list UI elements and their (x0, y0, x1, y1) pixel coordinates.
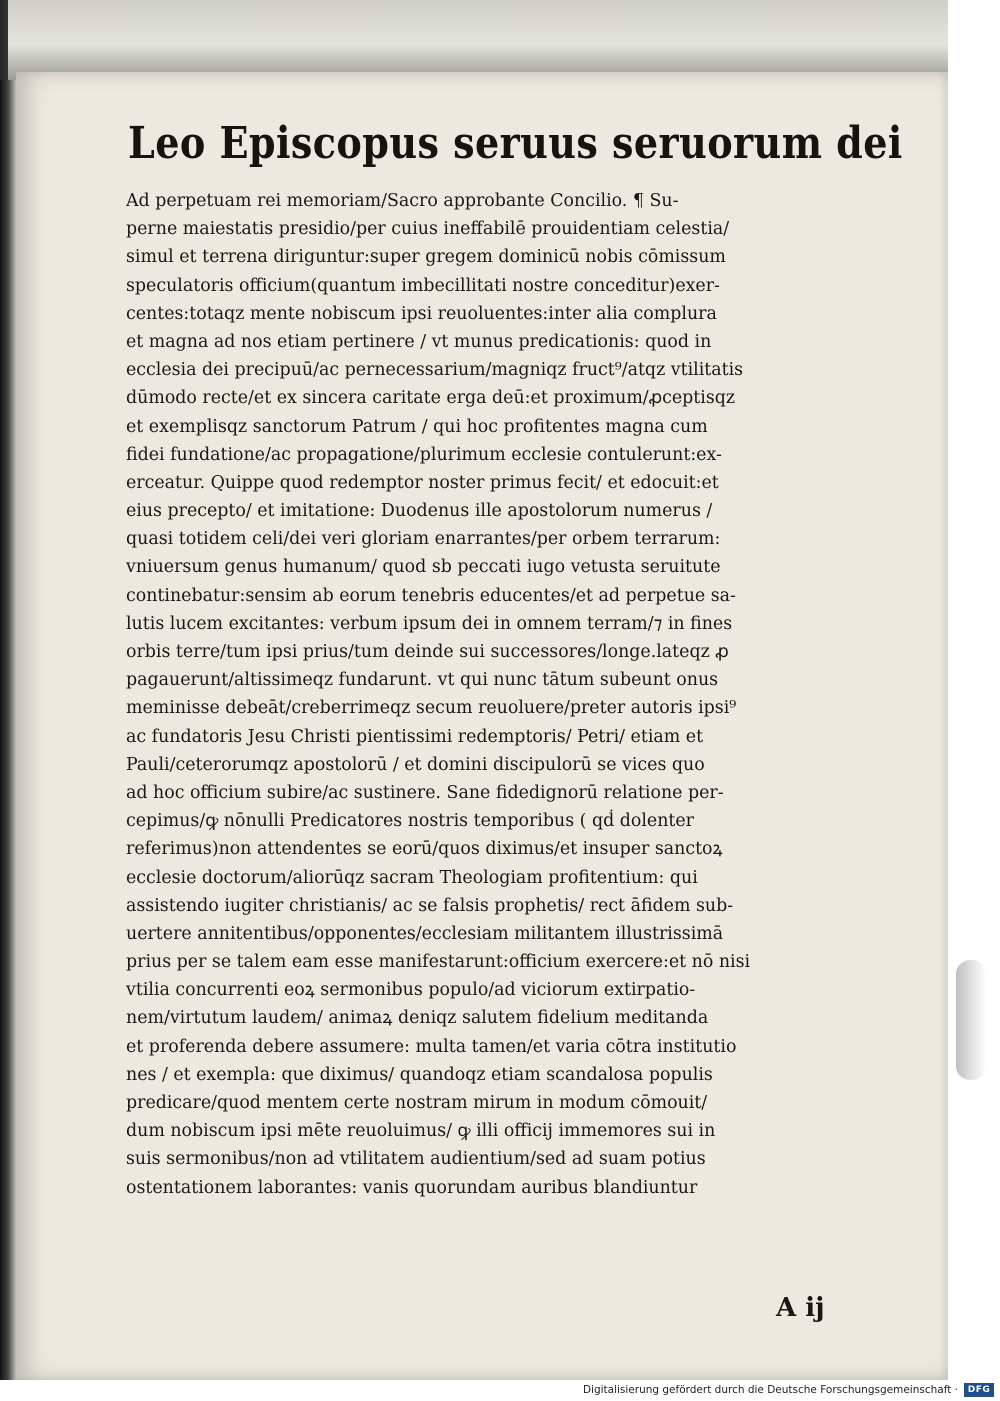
text-line: Ad perpetuam rei memoriam/Sacro approbante Concilio. ¶ Su- (126, 191, 679, 211)
funding-notice: Digitalisierung gefördert durch die Deutsche Forschungsgemeinschaft · (582, 1384, 958, 1396)
text-line: meminisse debeāt/creberrimeqz secum reuoluere/preter autoris ipsi⁹ (126, 698, 737, 719)
text-line: assistendo iugiter christianis/ ac se falsis prophetis/ rect āfidem sub- (126, 895, 734, 916)
text-line: quasi totidem celi/dei veri gloriam enarrantes/per orbem terrarum: (126, 529, 721, 550)
text-line: ad hoc officium subire/ac sustinere. Sane fidedignorū relatione per- (126, 782, 724, 803)
text-line: pagauerunt/altissimeqz fundarunt. vt qui nunc tātum subeunt onus (126, 670, 719, 691)
text-line: vtilia concurrenti eoꝝ sermonibus populo/ad viciorum extirpatio- (126, 980, 696, 1001)
document-heading: Leo Episcopus seruus seruorum dei (128, 118, 903, 169)
footer-bar (0, 1380, 1000, 1401)
text-line: predicare/quod mentem certe nostram mirum in modum cōmouit/ (126, 1093, 708, 1113)
text-line: cepimus/ꝙ nōnulli Predicatores nostris temporibus ( qḋ dolenter (126, 811, 694, 832)
text-line: ac fundatoris Jesu Christi pientissimi redemptoris/ Petri/ etiam et (126, 726, 704, 747)
text-line: eius precepto/ et imitatione: Duodenus ille apostolorum numerus / (126, 501, 713, 522)
text-line: suis sermonibus/non ad vtilitatem audientium/sed ad suam potius (126, 1149, 706, 1170)
text-line: ecclesia dei precipuū/ac pernecessarium/magniqz fruct⁹/atqz vtilitatis (126, 360, 744, 381)
text-line: nem/virtutum laudem/ animaꝝ deniqz salutem fidelium meditanda (126, 1008, 709, 1029)
book-top-edge (8, 0, 960, 80)
text-line: prius per se talem eam esse manifestarunt:officium exercere:et nō nisi (126, 952, 751, 973)
document-body (126, 187, 871, 1202)
text-line: continebatur:sensim ab eorum tenebris educentes/et ad perpetue sa- (126, 585, 736, 606)
text-line: fidei fundatione/ac propagatione/plurimum ecclesie contulerunt:ex- (126, 444, 722, 465)
text-line: centes:totaqz mente nobiscum ipsi reuoluentes:inter alia complura (126, 303, 717, 324)
text-line: referimus)non attendentes se eorū/quos diximus/et insuper sanctoꝝ (126, 839, 723, 860)
text-line: nes / et exempla: que diximus/ quandoqz etiam scandalosa populis (126, 1064, 713, 1085)
text-line: ostentationem laborantes: vanis quorundam auribus blandiuntur (126, 1177, 698, 1198)
text-line: uertere annitentibus/opponentes/ecclesiam militantem illustrissimā (126, 923, 724, 944)
text-line: Pauli/ceterorumqz apostolorū / et domini discipulorū se vices quo (126, 754, 705, 775)
text-line: orbis terre/tum ipsi prius/tum deinde sui successores/longe.lateqz ꝓ (126, 642, 729, 662)
text-line: simul et terrena diriguntur:super gregem dominicū nobis cōmissum (126, 247, 726, 268)
scan-margin (948, 0, 1000, 1380)
text-line: et exemplisqz sanctorum Patrum / qui hoc profitentes magna cum (126, 416, 708, 437)
text-line: dum nobiscum ipsi mēte reuoluimus/ ꝙ illi officij immemores sui in (126, 1121, 716, 1142)
dfg-logo-icon: DFG (964, 1383, 994, 1397)
text-line: lutis lucem excitantes: verbum ipsum dei in omnem terram/⁊ in fines (126, 613, 733, 634)
text-line: et proferenda debere assumere: multa tamen/et varia cōtra institutio (126, 1036, 737, 1057)
text-line: perne maiestatis presidio/per cuius ineffabilē prouidentiam celestia/ (126, 219, 730, 240)
text-line: et magna ad nos etiam pertinere / vt munus predicationis: quod in (126, 331, 712, 352)
text-line: vniuersum genus humanum/ quod sb peccati iugo vetusta seruitute (126, 557, 721, 578)
text-line: erceatur. Quippe quod redemptor noster primus fecit/ et edocuit:et (126, 472, 719, 493)
text-line: speculatoris officium(quantum imbecillitati nostre conceditur)exer- (126, 275, 720, 296)
text-line: ecclesie doctorum/aliorūqz sacram Theologiam profitentium: qui (126, 867, 698, 888)
signature-mark: A ij (776, 1293, 825, 1323)
page-clip (956, 960, 986, 1080)
text-line: dūmodo recte/et ex sincera caritate erga deū:et proximum/ꝓceptisqz (126, 388, 736, 409)
facing-page-edge (0, 80, 16, 1380)
